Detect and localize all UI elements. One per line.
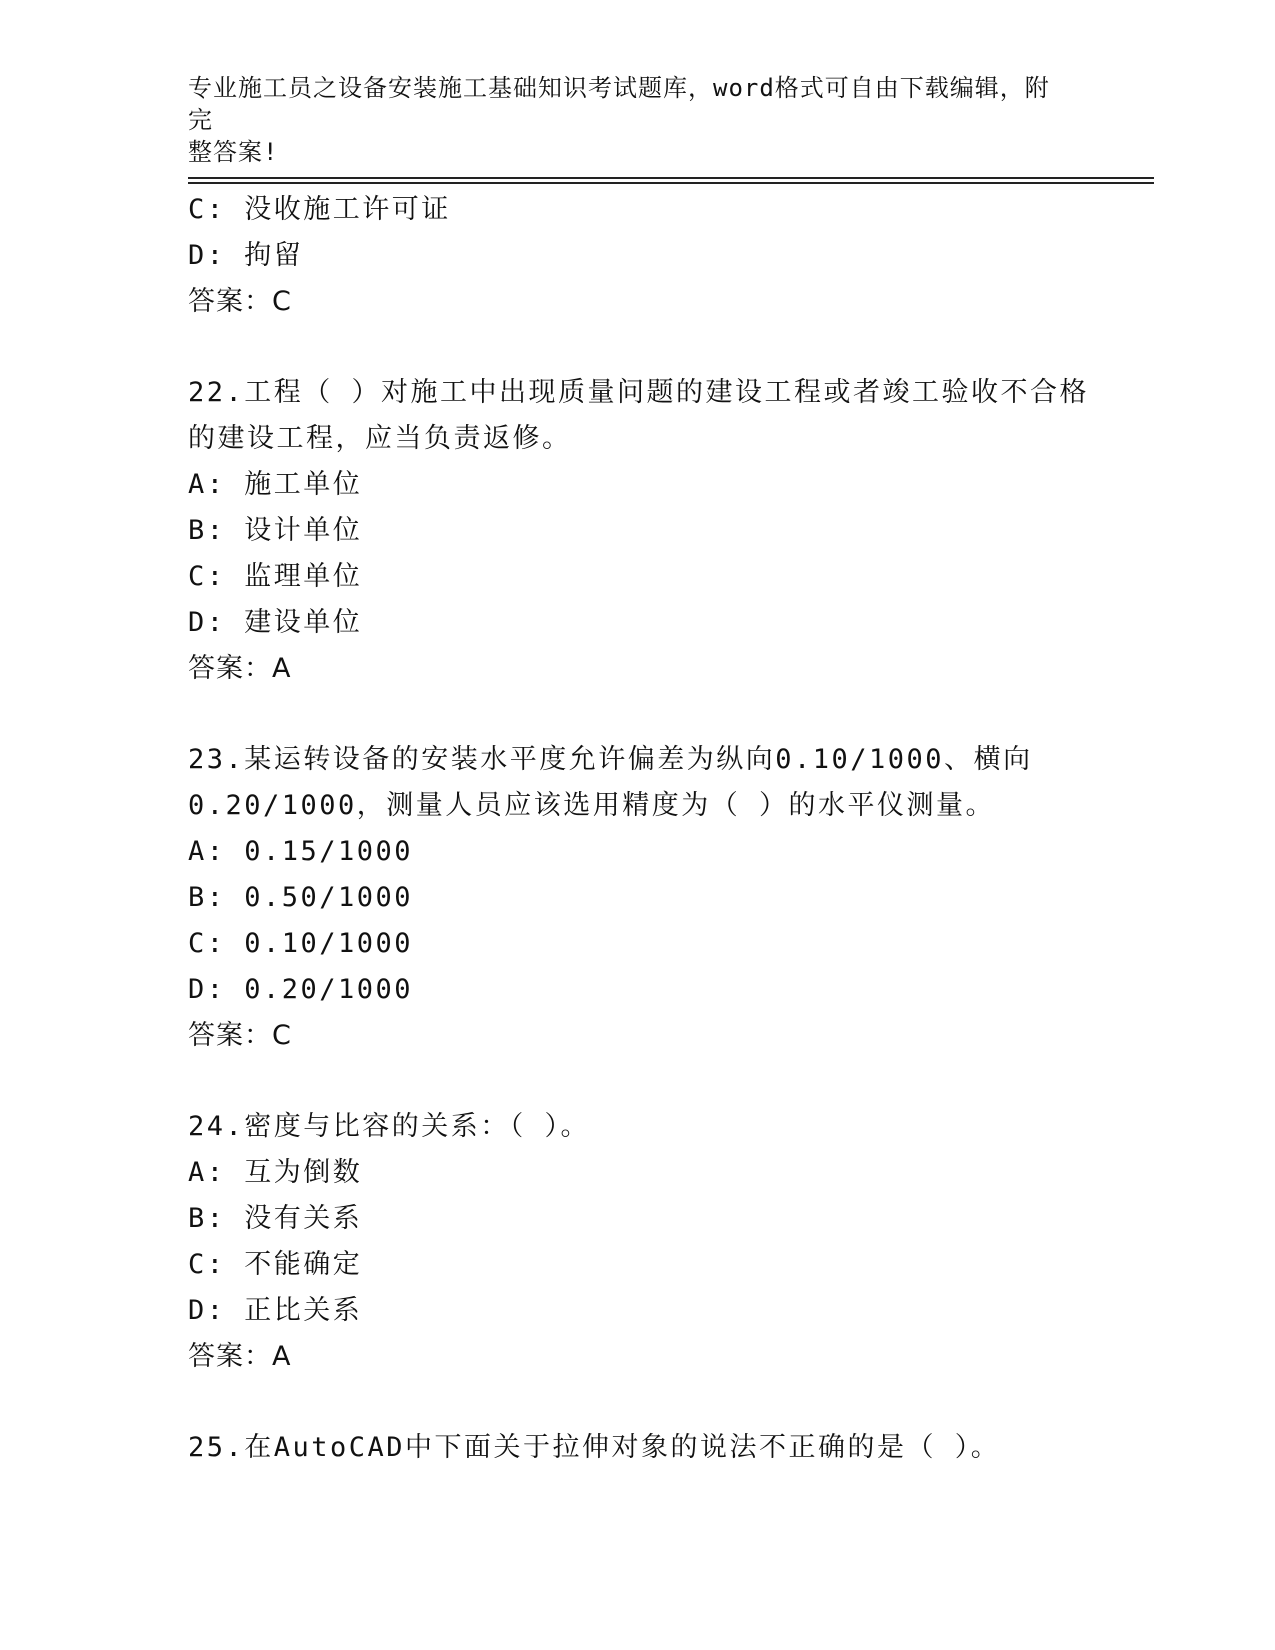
header-line-2: 整答案! bbox=[188, 138, 279, 166]
option-d: D: 建设单位 bbox=[188, 607, 363, 638]
option-c: C: 不能确定 bbox=[188, 1249, 363, 1280]
option-c: C: 监理单位 bbox=[188, 561, 363, 592]
spacer bbox=[188, 692, 1088, 737]
document-header bbox=[188, 72, 1068, 168]
answer-line: 答案：A bbox=[188, 1341, 292, 1372]
spacer bbox=[188, 1059, 1088, 1104]
option-d: D: 0.20/1000 bbox=[188, 974, 414, 1005]
question-stem: 23.某运转设备的安装水平度允许偏差为纵向0.10/1000、横向 bbox=[188, 744, 1033, 775]
question-stem: 25.在AutoCAD中下面关于拉伸对象的说法不正确的是（ ）。 bbox=[188, 1432, 1001, 1463]
spacer bbox=[188, 325, 1088, 370]
option-c: C: 0.10/1000 bbox=[188, 928, 414, 959]
header-line-1: 专业施工员之设备安装施工基础知识考试题库，word格式可自由下载编辑，附完 bbox=[188, 74, 1050, 134]
option-a: A: 0.15/1000 bbox=[188, 836, 414, 867]
header-rule-bottom bbox=[188, 182, 1154, 184]
option-a: A: 施工单位 bbox=[188, 469, 363, 500]
question-stem: 24.密度与比容的关系：（ ）。 bbox=[188, 1111, 591, 1142]
question-stem: 的建设工程，应当负责返修。 bbox=[188, 423, 572, 454]
header-rule-top bbox=[188, 177, 1154, 179]
option-d: D: 拘留 bbox=[188, 240, 304, 271]
question-stem: 0.20/1000，测量人员应该选用精度为（ ）的水平仪测量。 bbox=[188, 790, 996, 821]
question-list bbox=[188, 187, 1088, 1471]
answer-line: 答案：A bbox=[188, 653, 292, 684]
answer-line: 答案：C bbox=[188, 1020, 292, 1051]
option-a: A: 互为倒数 bbox=[188, 1157, 363, 1188]
question-stem: 22.工程（ ）对施工中出现质量问题的建设工程或者竣工验收不合格 bbox=[188, 377, 1090, 408]
question-24 bbox=[188, 1104, 1088, 1380]
question-21-fragment bbox=[188, 187, 1088, 325]
spacer bbox=[188, 1380, 1088, 1425]
option-b: B: 设计单位 bbox=[188, 515, 363, 546]
question-25 bbox=[188, 1425, 1088, 1471]
question-22 bbox=[188, 370, 1088, 692]
option-c: C: 没收施工许可证 bbox=[188, 194, 451, 225]
answer-line: 答案：C bbox=[188, 286, 292, 317]
question-23 bbox=[188, 737, 1088, 1059]
option-b: B: 没有关系 bbox=[188, 1203, 363, 1234]
option-d: D: 正比关系 bbox=[188, 1295, 363, 1326]
option-b: B: 0.50/1000 bbox=[188, 882, 414, 913]
